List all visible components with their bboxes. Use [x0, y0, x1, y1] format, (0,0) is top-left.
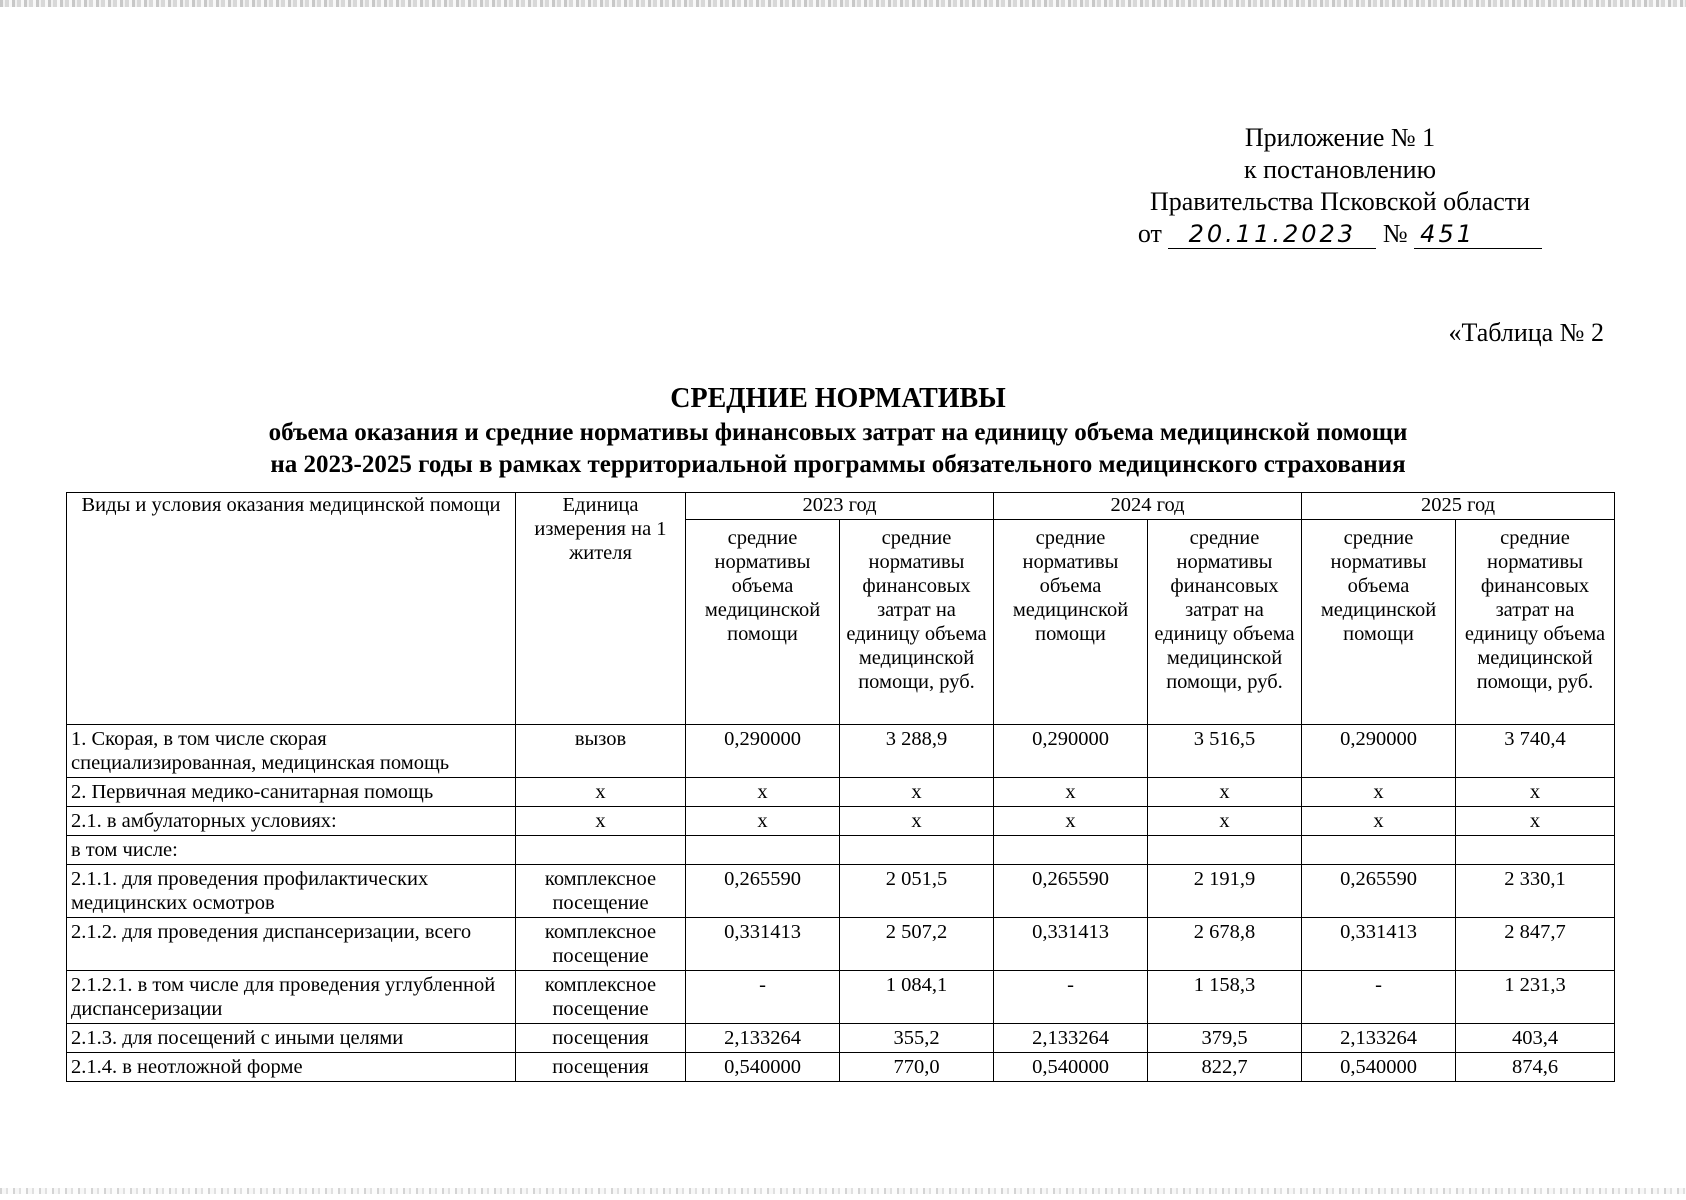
row-name: 2. Первичная медико-санитарная помощь: [67, 778, 516, 807]
header-cost-2025: средние нормативы финансовых затрат на единицу объема медицинской помощи, руб.: [1456, 520, 1615, 725]
row-volume-2025: 0,265590: [1302, 865, 1456, 918]
row-volume-2025: 0,290000: [1302, 725, 1456, 778]
header-cost-2023: средние нормативы финансовых затрат на единицу объема медицинской помощи, руб.: [840, 520, 994, 725]
row-cost-2023: 2 507,2: [840, 918, 994, 971]
row-volume-2024: х: [994, 807, 1148, 836]
row-cost-2023: х: [840, 778, 994, 807]
header-unit: Единица измерения на 1 жителя: [516, 493, 686, 725]
row-name: в том числе:: [67, 836, 516, 865]
row-unit: посещения: [516, 1053, 686, 1082]
document-heading: [60, 381, 1616, 481]
header-volume-2024: средние нормативы объема медицинской помощи: [994, 520, 1148, 725]
row-volume-2023: 0,331413: [686, 918, 840, 971]
row-volume-2025: х: [1302, 778, 1456, 807]
row-name: 2.1.4. в неотложной форме: [67, 1053, 516, 1082]
row-volume-2025: 0,540000: [1302, 1053, 1456, 1082]
handwritten-date: 20.11.2023: [1168, 220, 1376, 249]
row-unit: вызов: [516, 725, 686, 778]
header-year-2023: 2023 год: [686, 493, 994, 520]
row-unit: х: [516, 807, 686, 836]
row-cost-2025: [1456, 836, 1615, 865]
row-unit: [516, 836, 686, 865]
row-volume-2024: 0,265590: [994, 865, 1148, 918]
row-cost-2025: 2 330,1: [1456, 865, 1615, 918]
row-volume-2024: 0,331413: [994, 918, 1148, 971]
row-cost-2025: 403,4: [1456, 1024, 1615, 1053]
row-cost-2023: 2 051,5: [840, 865, 994, 918]
table-row: [67, 836, 1615, 865]
header-year-2024: 2024 год: [994, 493, 1302, 520]
heading-subtitle-1: объема оказания и средние нормативы финансовых затрат на единицу объема медицинской помощи: [268, 419, 1408, 446]
row-cost-2025: 874,6: [1456, 1053, 1615, 1082]
header-volume-2023: средние нормативы объема медицинской помощи: [686, 520, 840, 725]
header-volume-2025: средние нормативы объема медицинской помощи: [1302, 520, 1456, 725]
row-cost-2024: 2 191,9: [1148, 865, 1302, 918]
table-row: [67, 971, 1615, 1024]
appendix-line-1: Приложение № 1: [1244, 123, 1436, 152]
heading-subtitle-2: на 2023-2025 годы в рамках территориальной программы обязательного медицинского страхования: [270, 451, 1406, 478]
row-volume-2023: 0,540000: [686, 1053, 840, 1082]
row-unit: посещения: [516, 1024, 686, 1053]
row-cost-2023: 3 288,9: [840, 725, 994, 778]
norms-table: [66, 492, 1615, 1082]
row-volume-2023: [686, 836, 840, 865]
header-year-2025: 2025 год: [1302, 493, 1615, 520]
table-row: [67, 918, 1615, 971]
appendix-date-line: [1120, 218, 1560, 250]
row-volume-2023: -: [686, 971, 840, 1024]
table-row: [67, 725, 1615, 778]
row-volume-2025: х: [1302, 807, 1456, 836]
appendix-block: [1120, 122, 1560, 250]
row-cost-2023: х: [840, 807, 994, 836]
row-volume-2024: 2,133264: [994, 1024, 1148, 1053]
table-row: [67, 1053, 1615, 1082]
row-volume-2023: х: [686, 778, 840, 807]
row-volume-2024: х: [994, 778, 1148, 807]
from-label: от: [1137, 219, 1162, 248]
row-volume-2024: 0,540000: [994, 1053, 1148, 1082]
header-cost-2024: средние нормативы финансовых затрат на единицу объема медицинской помощи, руб.: [1148, 520, 1302, 725]
row-volume-2025: -: [1302, 971, 1456, 1024]
row-cost-2024: х: [1148, 778, 1302, 807]
row-name: 1. Скорая, в том числе скорая специализированная, медицинская помощь: [67, 725, 516, 778]
row-unit: х: [516, 778, 686, 807]
appendix-line-3: Правительства Псковской области: [1149, 187, 1531, 216]
row-cost-2024: 1 158,3: [1148, 971, 1302, 1024]
row-unit: комплексное посещение: [516, 918, 686, 971]
row-cost-2023: 770,0: [840, 1053, 994, 1082]
row-cost-2024: х: [1148, 807, 1302, 836]
row-name: 2.1.3. для посещений с иными целями: [67, 1024, 516, 1053]
row-name: 2.1. в амбулаторных условиях:: [67, 807, 516, 836]
row-volume-2024: -: [994, 971, 1148, 1024]
row-cost-2025: 1 231,3: [1456, 971, 1615, 1024]
row-volume-2023: 0,265590: [686, 865, 840, 918]
row-volume-2023: 0,290000: [686, 725, 840, 778]
row-cost-2024: [1148, 836, 1302, 865]
row-name: 2.1.2.1. в том числе для проведения углубленной диспансеризации: [67, 971, 516, 1024]
row-unit: комплексное посещение: [516, 971, 686, 1024]
row-cost-2025: х: [1456, 778, 1615, 807]
row-volume-2023: х: [686, 807, 840, 836]
row-volume-2025: 2,133264: [1302, 1024, 1456, 1053]
row-cost-2024: 3 516,5: [1148, 725, 1302, 778]
scan-edge-top: [0, 0, 1686, 7]
row-cost-2025: 2 847,7: [1456, 918, 1615, 971]
table-row: [67, 807, 1615, 836]
row-volume-2024: 0,290000: [994, 725, 1148, 778]
row-name: 2.1.1. для проведения профилактических медицинских осмотров: [67, 865, 516, 918]
row-volume-2025: 0,331413: [1302, 918, 1456, 971]
table-row: [67, 865, 1615, 918]
row-cost-2025: 3 740,4: [1456, 725, 1615, 778]
row-volume-2023: 2,133264: [686, 1024, 840, 1053]
row-cost-2023: 355,2: [840, 1024, 994, 1053]
row-volume-2025: [1302, 836, 1456, 865]
scan-edge-bottom: [0, 1188, 1686, 1194]
table-label: «Таблица № 2: [1448, 318, 1604, 347]
row-cost-2024: 2 678,8: [1148, 918, 1302, 971]
row-cost-2024: 822,7: [1148, 1053, 1302, 1082]
table-row: [67, 778, 1615, 807]
row-cost-2024: 379,5: [1148, 1024, 1302, 1053]
row-cost-2025: х: [1456, 807, 1615, 836]
number-label: №: [1382, 219, 1408, 248]
row-cost-2023: [840, 836, 994, 865]
row-name: 2.1.2. для проведения диспансеризации, всего: [67, 918, 516, 971]
appendix-line-2: к постановлению: [1243, 155, 1437, 184]
row-cost-2023: 1 084,1: [840, 971, 994, 1024]
row-unit: комплексное посещение: [516, 865, 686, 918]
header-kind: Виды и условия оказания медицинской помощи: [67, 493, 516, 725]
heading-title: СРЕДНИЕ НОРМАТИВЫ: [670, 383, 1006, 414]
handwritten-number: 451: [1414, 220, 1542, 249]
row-volume-2024: [994, 836, 1148, 865]
table-row: [67, 1024, 1615, 1053]
